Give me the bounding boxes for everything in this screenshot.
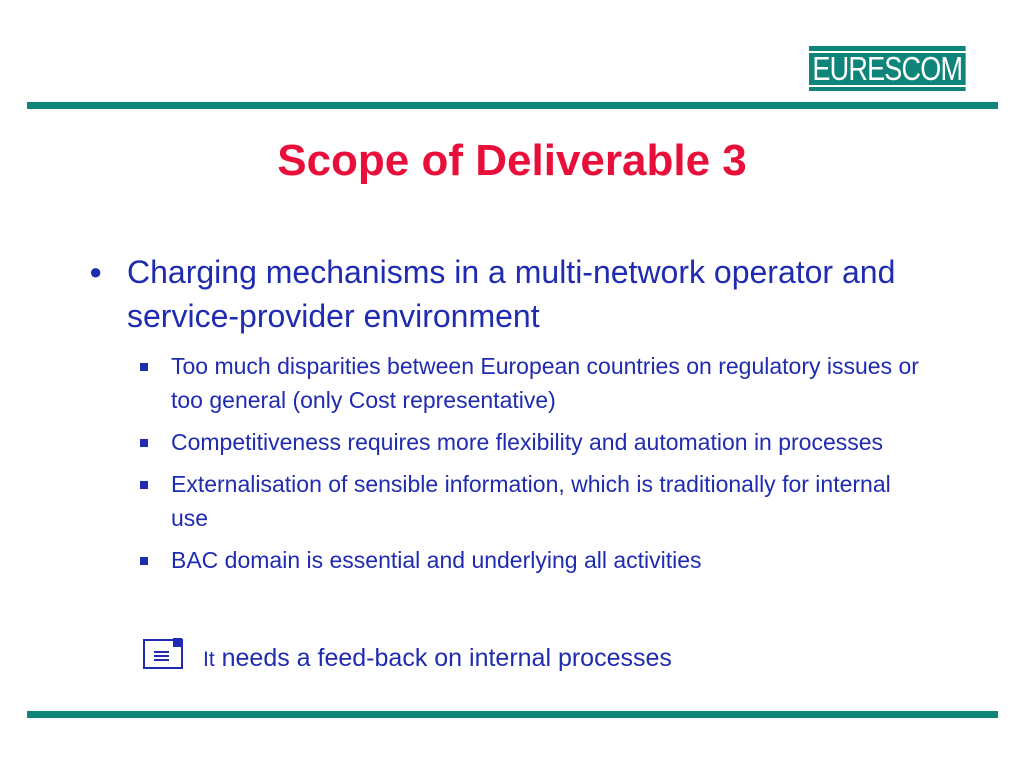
eurescom-logo <box>809 46 966 91</box>
sub-bullet-item <box>135 467 955 535</box>
sub-bullet-item <box>135 425 955 459</box>
sub-bullet-item <box>135 543 955 577</box>
note-text <box>203 640 672 678</box>
logo-frame <box>806 51 969 87</box>
top-divider <box>27 102 998 109</box>
sub-bullet-item <box>135 349 955 417</box>
note-line <box>143 628 672 678</box>
sub-bullet-text: Too much disparities between European countries on regulatory issues or too general (only Cost representative) <box>171 353 919 413</box>
sub-bullet-text: Competitiveness requires more flexibility and automation in processes <box>171 429 884 455</box>
note-add-icon <box>143 638 185 668</box>
square-bullet-icon <box>135 425 171 459</box>
bullet-dot-icon: ● <box>89 259 103 284</box>
note-prefix: It <box>203 648 215 671</box>
main-bullet-text: Charging mechanisms in a multi-network operator and service-provider environment <box>127 254 896 334</box>
main-bullet <box>87 250 947 338</box>
logo-text: EURESCOM <box>812 49 963 87</box>
sub-bullet-list <box>135 349 955 585</box>
slide-title: Scope of Deliverable 3 <box>277 136 747 185</box>
square-bullet-icon <box>135 543 171 577</box>
bottom-divider <box>27 711 998 718</box>
note-rest: needs a feed-back on internal processes <box>214 644 672 672</box>
square-bullet-icon <box>135 349 171 417</box>
sub-bullet-text: Externalisation of sensible information, which is traditionally for internal use <box>171 471 891 531</box>
square-bullet-icon <box>135 467 171 535</box>
sub-bullet-text: BAC domain is essential and underlying all activities <box>171 547 702 573</box>
